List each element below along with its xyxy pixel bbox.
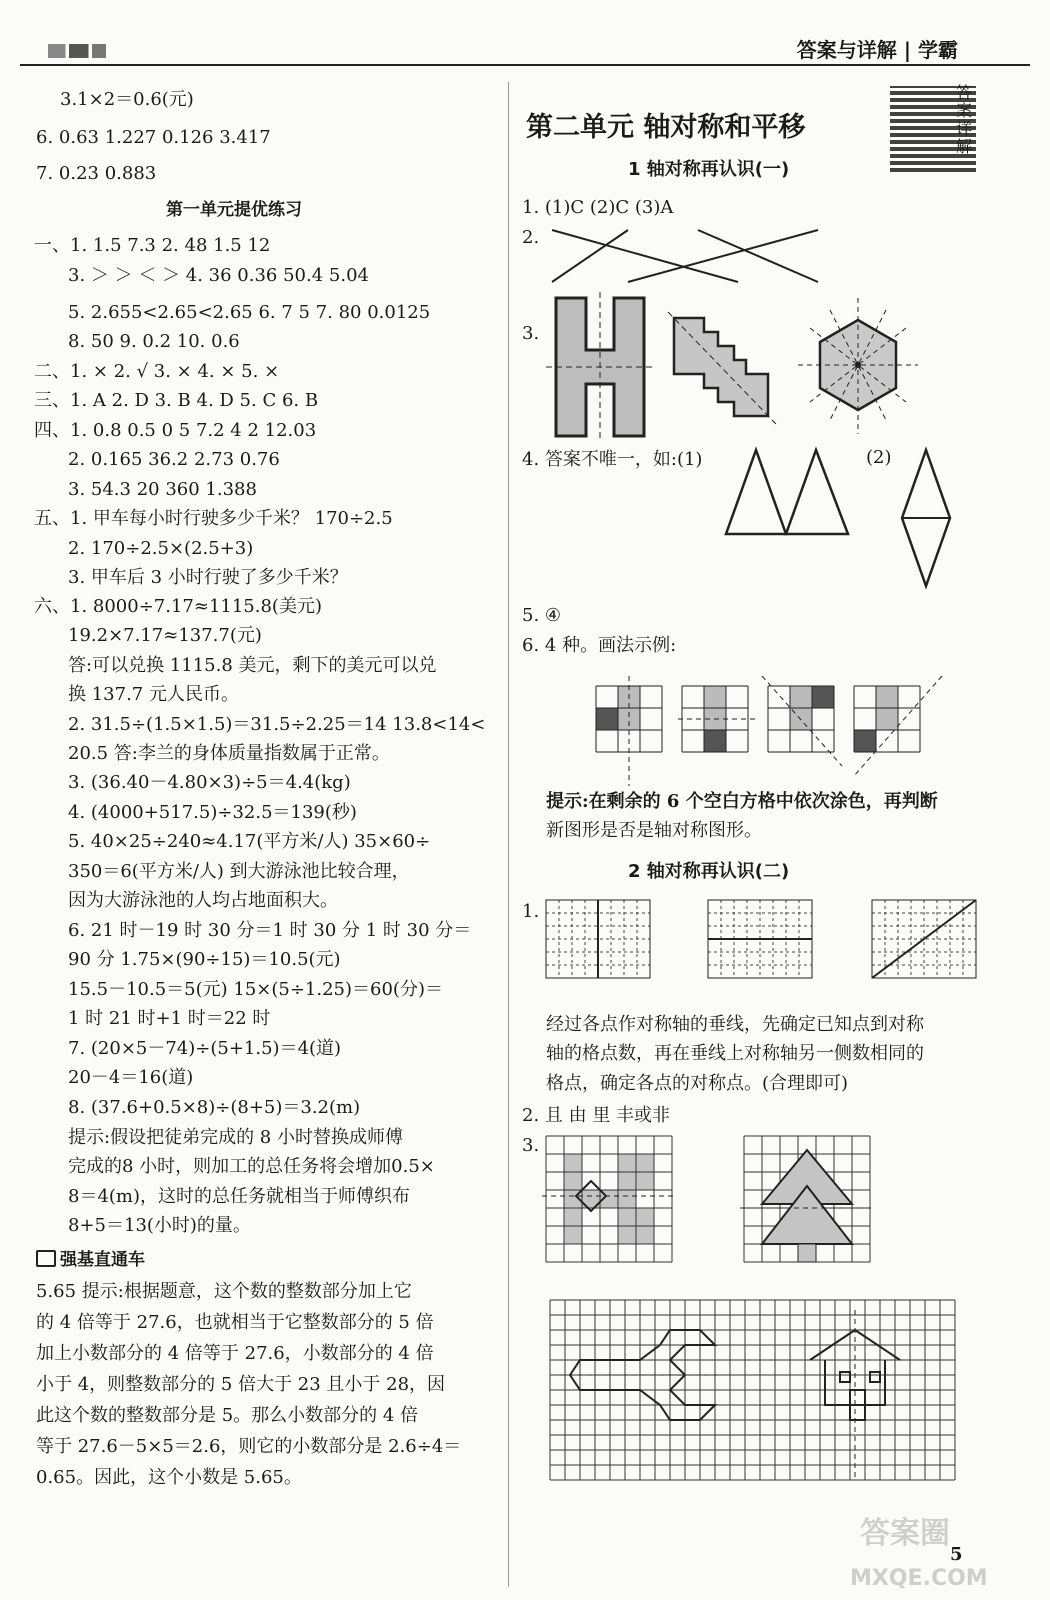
answer-line: 15.5－10.5＝5(元) 15×(5÷1.25)＝60(分)＝: [68, 979, 443, 1000]
answer-line: 小于 4，则整数部分的 5 倍大于 23 且小于 28，因: [36, 1374, 446, 1395]
book-icon: [36, 1250, 56, 1267]
answer-line: 此这个数的整数部分是 5。那么小数部分的 4 倍: [36, 1405, 419, 1426]
hint-line: 8+5＝13(小时)的量。: [68, 1215, 251, 1236]
answer-line: 5. 2.655<2.65<2.65 6. 7 5 7. 80 0.0125: [68, 302, 431, 323]
section-title: 1 轴对称再认识(一): [628, 159, 790, 180]
answer-line: 5. ④: [522, 605, 562, 626]
answer-line: 2. 0.165 36.2 2.73 0.76: [68, 449, 280, 470]
answer-line: 加上小数部分的 4 倍等于 27.6，小数部分的 4 倍: [36, 1343, 434, 1364]
watermark-logo: 答案圈: [860, 1516, 950, 1551]
hint-line: 8＝4(m)，这时的总任务就相当于师傅织布: [68, 1186, 411, 1207]
header-rule: [20, 64, 1030, 66]
answer-line: 7. 0.23 0.883: [36, 163, 157, 184]
brand-header: 答案与详解 | 学霸: [796, 38, 958, 62]
answer-line: 3.: [522, 323, 540, 344]
letter-h-figure: [552, 294, 648, 440]
answer-line: 五、1. 甲车每小时行驶多少千米？ 170÷2.5: [34, 508, 393, 529]
answer-line: 格点，确定各点的对称点。(合理即可): [546, 1073, 849, 1094]
rhombus-figure: [898, 448, 954, 588]
unit-title: 第二单元 轴对称和平移: [526, 112, 806, 143]
answer-label: (2): [866, 447, 892, 468]
answer-line: 4. 答案不唯一，如:(1): [522, 449, 703, 470]
answer-line: 换 137.7 元人民币。: [68, 684, 239, 705]
answer-line: 答:可以兑换 1115.8 美元，剩下的美元可以兑: [68, 655, 437, 676]
corner-mark: [48, 44, 106, 58]
answer-line: 2.: [522, 227, 540, 248]
page-number: 5: [950, 1544, 963, 1565]
answer-line: 8. 50 9. 0.2 10. 0.6: [68, 331, 240, 352]
answer-line: 1 时 21 时+1 时＝22 时: [68, 1008, 271, 1029]
answer-line: 的 4 倍等于 27.6，也就相当于它整数部分的 5 倍: [36, 1312, 434, 1333]
hint-line: 提示:假设把徒弟完成的 8 小时替换成师傅: [68, 1127, 403, 1148]
answer-line: 6. 0.63 1.227 0.126 3.417: [36, 127, 271, 148]
answer-line: 六、1. 8000÷7.17≈1115.8(美元): [34, 596, 322, 617]
answer-line: 19.2×7.17≈137.7(元): [68, 625, 262, 646]
answer-line: 经过各点作对称轴的垂线，先确定已知点到对称: [546, 1014, 924, 1035]
answer-line: 四、1. 0.8 0.5 0 5 7.2 4 2 12.03: [34, 420, 317, 441]
answer-line: 3. 54.3 20 360 1.388: [68, 479, 257, 500]
column-divider: [508, 82, 509, 1587]
section-title: 第一单元提优练习: [166, 200, 302, 220]
letter-grid-figure: [546, 1136, 696, 1286]
answer-line: 因为大游泳池的人均占地面积大。: [68, 890, 338, 911]
answer-line: 二、1. × 2. √ 3. × 4. × 5. ×: [34, 361, 280, 382]
answer-line: 8. (37.6+0.5×8)÷(8+5)＝3.2(m): [68, 1097, 361, 1118]
watermark-url: MXQE.COM: [850, 1566, 988, 1591]
answer-line: 350＝6(平方米/人) 到大游泳池比较合理，: [68, 861, 410, 882]
grid-examples: [592, 676, 944, 788]
answer-line: 20.5 答:李兰的身体质量指数属于正常。: [68, 743, 390, 764]
answer-line: 2. 170÷2.5×(2.5+3): [68, 538, 254, 559]
answer-line: 6. 4 种。画法示例:: [522, 635, 677, 656]
two-triangles-figure: [724, 446, 850, 538]
answer-line: 一、1. 1.5 7.3 2. 48 1.5 12: [34, 235, 271, 256]
answer-line: 1. (1)C (2)C (3)A: [522, 197, 674, 218]
answer-line: 3. (36.40－4.80×3)÷5＝4.4(kg): [68, 772, 351, 793]
answer-line: 3.1×2＝0.6(元): [60, 89, 194, 110]
section-title: 2 轴对称再认识(二): [628, 861, 790, 882]
dotted-grids: [546, 898, 976, 1008]
hexagon-figure: [796, 298, 920, 438]
answer-line: 3. ＞ ＞ ＜ ＞ 4. 36 0.36 50.4 5.04: [68, 265, 369, 286]
qr-caption: 答案详解: [956, 83, 973, 156]
hint-line: 提示:在剩余的 6 个空白方格中依次涂色，再判断: [546, 791, 938, 812]
answer-line: 6. 21 时－19 时 30 分＝1 时 30 分 1 时 30 分＝: [68, 920, 472, 941]
answer-line: 3. 甲车后 3 小时行驶了多少千米？: [68, 567, 348, 588]
answer-line: 4. (4000+517.5)÷32.5＝139(秒): [68, 802, 357, 823]
tree-grid-figure: [744, 1136, 894, 1286]
hint-line: 完成的8 小时，则加工的总任务将会增加0.5×: [68, 1156, 435, 1177]
answer-line: 2. 且 由 里 丰或非: [522, 1105, 671, 1126]
large-grid-figure: [550, 1300, 970, 1490]
answer-line: 2. 31.5÷(1.5×1.5)＝31.5÷2.25＝14 13.8<14<: [68, 714, 486, 735]
answer-line: 三、1. A 2. D 3. B 4. D 5. C 6. B: [34, 390, 319, 411]
staircase-figure: [668, 312, 776, 424]
answer-line: 等于 27.6－5×5＝2.6，则它的小数部分是 2.6÷4＝: [36, 1436, 462, 1457]
answer-line: 20－4＝16(道): [68, 1067, 194, 1088]
answer-line: 5. 40×25÷240≈4.17(平方米/人) 35×60÷: [68, 831, 431, 852]
section-title: 强基直通车: [36, 1248, 145, 1272]
answer-line: 90 分 1.75×(90÷15)＝10.5(元): [68, 949, 341, 970]
matching-diagram: [548, 224, 828, 288]
answer-line: 7. (20×5－74)÷(5+1.5)＝4(道): [68, 1038, 342, 1059]
answer-line: 5.65 提示:根据题意，这个数的整数部分加上它: [36, 1281, 412, 1302]
answer-line: 轴的格点数，再在垂线上对称轴另一侧数相同的: [546, 1043, 924, 1064]
hint-line: 新图形是否是轴对称图形。: [546, 820, 762, 841]
answer-line: 0.65。因此，这个小数是 5.65。: [36, 1467, 302, 1488]
answer-line: 1.: [522, 901, 540, 922]
answer-line: 3.: [522, 1135, 540, 1156]
